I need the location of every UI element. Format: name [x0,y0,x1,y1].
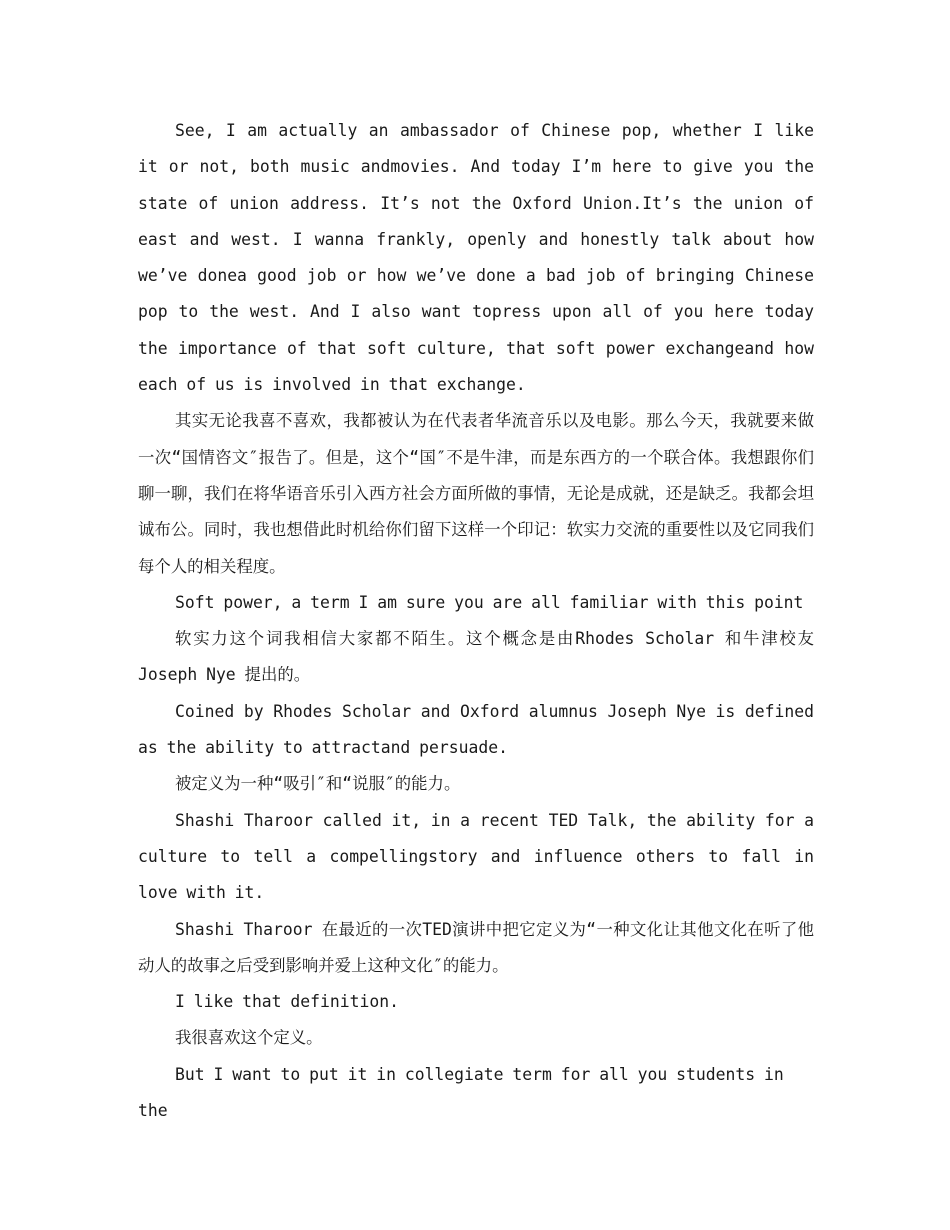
paragraph-coined-by: Coined by Rhodes Scholar and Oxford alumnus Joseph Nye is defined as the ability to attractand persuade. [138,701,814,758]
paragraph-like-definition-chinese: 我很喜欢这个定义。 [175,1028,323,1048]
paragraph-soft-power-chinese: 软实力这个词我相信大家都不陌生。这个概念是由Rhodes Scholar 和牛津校友Joseph Nye 提出的。 [138,629,814,685]
paragraph-definition-chinese: 被定义为一种“吸引″和“说服″的能力。 [175,774,461,794]
paragraph-like-definition: I like that definition. [175,992,399,1012]
paragraph-chinese-intro: 其实无论我喜不喜欢，我都被认为在代表者华流音乐以及电影。那么今天，我就要来做一次“国情咨文″报告了。但是，这个“国″不是牛津，而是东西方的一个联合体。我想跟你们聊一聊，我们在将华语音乐引入西方社会方面所做的事情，无论是成就，还是缺乏。我都会坦诚布公。同时，我也想借此时机给你们留下这样一个印记：软实力交流的重要性以及它同我们每个人的相关程度。 [138,411,814,576]
document-body [138,113,814,1129]
paragraph-tharoor-english: Shashi Tharoor called it, in a recent TED Talk, the ability for a culture to tell a compellingstory and influence others to fall in love with it. [138,810,814,903]
paragraph-english-intro: See, I am actually an ambassador of Chinese pop, whether I like it or not, both music andmovies. And today I’m here to give you the state of union address. It’s not the Oxford Union.It’s the union of east and west. I wanna frankly, openly and honestly talk about how we’ve donea good job or how we’ve done a bad job of bringing Chinese pop to the west. And I also want topress upon all of you here today the importance of that soft culture, that soft power exchangeand how each of us is involved in that exchange. [138,121,814,395]
paragraph-collegiate-term: But I want to put it in collegiate term for all you students in the [138,1064,784,1121]
paragraph-soft-power-term: Soft power, a term I am sure you are all familiar with this point [175,592,804,612]
paragraph-tharoor-chinese: Shashi Tharoor 在最近的一次TED演讲中把它定义为“一种文化让其他文化在听了他动人的故事之后受到影响并爱上这种文化″的能力。 [138,919,814,975]
